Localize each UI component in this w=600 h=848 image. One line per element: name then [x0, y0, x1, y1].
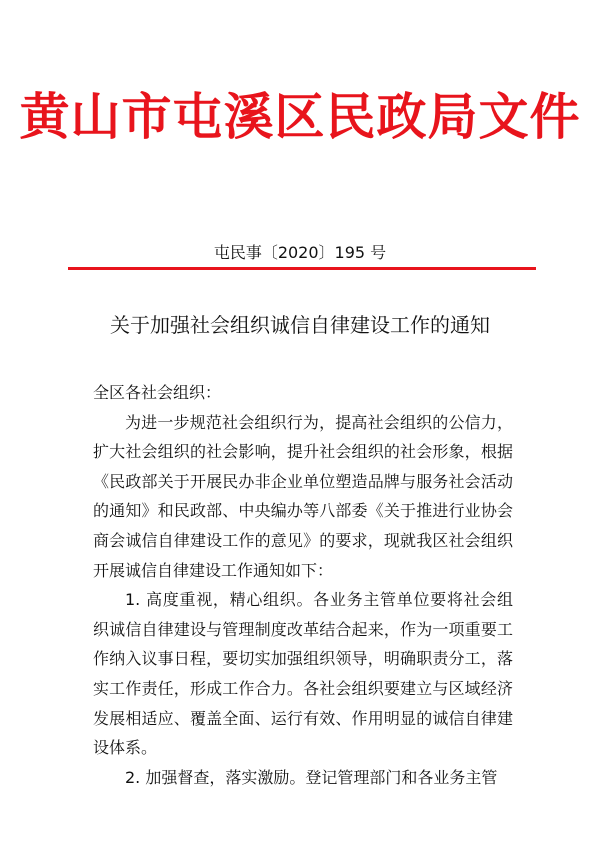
body-paragraph-intro: 为进一步规范社会组织行为，提高社会组织的公信力，扩大社会组织的社会影响，提升社会组织的社会形象，根据《民政部关于开展民办非企业单位塑造品牌与服务社会活动的通知》和民政部、中央编办等八部委《关于推进行业协会商会诚信自律建设工作的意见》的要求，现就我区社会组织开展诚信自律建设工作通知如下：: [93, 412, 513, 580]
body-paragraph-item-1: 1. 高度重视，精心组织。各业务主管单位要将社会组织诚信自律建设与管理制度改革结合起来，作为一项重要工作纳入议事日程，要切实加强组织领导，明确职责分工，落实工作责任，形成工作合力。各社会组织要建立与区域经济发展相适应、覆盖全面、运行有效、作用明显的诚信自律建设体系。: [93, 590, 513, 758]
red-divider-line: [68, 267, 536, 270]
document-title: 关于加强社会组织诚信自律建设工作的通知: [110, 313, 490, 337]
document-number: 屯民事〔2020〕195 号: [213, 243, 387, 262]
masthead-title: 黄山市屯溪区民政局文件: [19, 88, 581, 146]
document-body: [93, 378, 513, 792]
body-paragraph-item-2: 2. 加强督查，落实激励。登记管理部门和各业务主管: [125, 767, 498, 787]
salutation: 全区各社会组织：: [93, 383, 222, 402]
